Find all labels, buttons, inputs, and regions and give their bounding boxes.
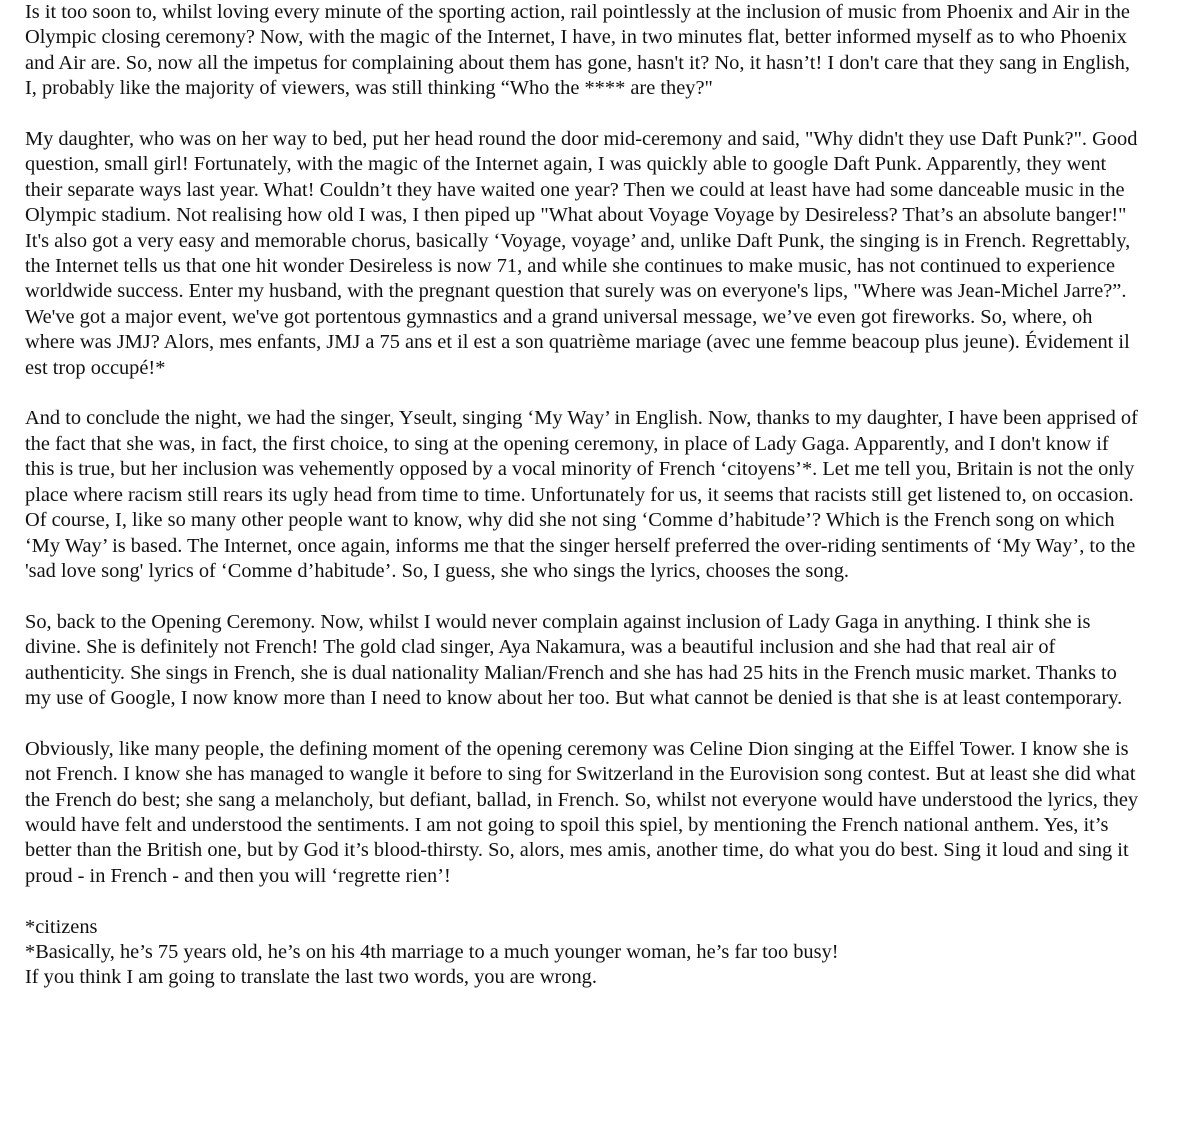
paragraph-celine-dion: Obviously, like many people, the defining moment of the opening ceremony was Celine Dion singing at the Eiffel Tower. I know she is not French. I know she has managed to wangle it before to sing for Switzerland in the Eurovision song contest. But at least she did what the French do best; she sang a melancholy, but defiant, ballad, in French. So, whilst not everyone would have understood the lyrics, they would have felt and understood the sentiments. I am not going to spoil this spiel, by mentioning the French national anthem. Yes, it’s better than the British one, but by God it’s blood-thirsty. So, alors, mes amis, another time, do what you do best. Sing it loud and sing it proud - in French - and then you will ‘regrette rien’!	[25, 737, 1139, 887]
paragraph-aya-nakamura: So, back to the Opening Ceremony. Now, whilst I would never complain against inclusion of Lady Gaga in anything. I think she is divine. She is definitely not French! The gold clad singer, Aya Nakamura, was a beautiful inclusion and she had that real air of authenticity. She sings in French, she is dual nationality Malian/French and she has had 25 hits in the French music market. Thanks to my use of Google, I now know more than I need to know about her too. But what cannot be denied is that she is at least contemporary.	[25, 610, 1123, 709]
footnote-last-two-words: If you think I am going to translate the last two words, you are wrong.	[25, 966, 597, 989]
paragraph-daft-punk-and-jmj: My daughter, who was on her way to bed, put her head round the door mid-ceremony and said, "Why didn't they use Daft Punk?". Good question, small girl! Fortunately, with the magic of the Internet again, I was quickly able to google Daft Punk. Apparently, they went their separate ways last year. What! Couldn’t they have waited one year? Then we could at least have had some danceable music in the Olympic stadium. Not realising how old I was, I then piped up "What about Voyage Voyage by Desireless? That’s an absolute banger!" It's also got a very easy and memorable chorus, basically ‘Voyage, voyage’ and, unlike Daft Punk, the singing is in French. Regrettably, the Internet tells us that one hit wonder Desireless is now 71, and while she continues to make music, has not continued to experience worldwide success. Enter my husband, with the pregnant question that surely was on everyone's lips, "Where was Jean-Michel Jarre?”. We've got a major event, we've got portentous gymnastics and a grand universal message, we’ve even got fireworks. So, where, oh where was JMJ? Alors, mes enfants, JMJ a 75 ans et il est a son quatrième mariage (avec une femme beacoup plus jeune). Évidement il est trop occupé!*	[25, 128, 1138, 379]
footnotes	[25, 915, 1140, 991]
footnote-jmj-translation: *Basically, he’s 75 years old, he’s on his 4th marriage to a much younger woman, he’s far too busy!	[25, 940, 839, 963]
paragraph-yseult-my-way: And to conclude the night, we had the singer, Yseult, singing ‘My Way’ in English. Now, thanks to my daughter, I have been apprised of the fact that she was, in fact, the first choice, to sing at the opening ceremony, in place of Lady Gaga. Apparently, and I don't know if this is true, but her inclusion was vehemently opposed by a vocal minority of French ‘citoyens’*. Let me tell you, Britain is not the only place where racism still rears its ugly head from time to time. Unfortunately for us, it seems that racists still get listened to, on occasion. Of course, I, like so many other people want to know, why did she not sing ‘Comme d’habitude’? Which is the French song on which ‘My Way’ is based. The Internet, once again, informs me that the singer herself preferred the over-riding sentiments of ‘My Way’, to the 'sad love song' lyrics of ‘Comme d’habitude’. So, I guess, she who sings the lyrics, chooses the song.	[25, 407, 1138, 582]
footnote-citizens: *citizens	[25, 915, 98, 938]
paragraph-closing-ceremony-music: Is it too soon to, whilst loving every minute of the sporting action, rail pointlessly at the inclusion of music from Phoenix and Air in the Olympic closing ceremony? Now, with the magic of the Internet, I have, in two minutes flat, better informed myself as to who Phoenix and Air are. So, now all the impetus for complaining about them has gone, hasn't it? No, it hasn’t! I don't care that they sang in English, I, probably like the majority of viewers, was still thinking “Who the **** are they?"	[25, 1, 1131, 100]
